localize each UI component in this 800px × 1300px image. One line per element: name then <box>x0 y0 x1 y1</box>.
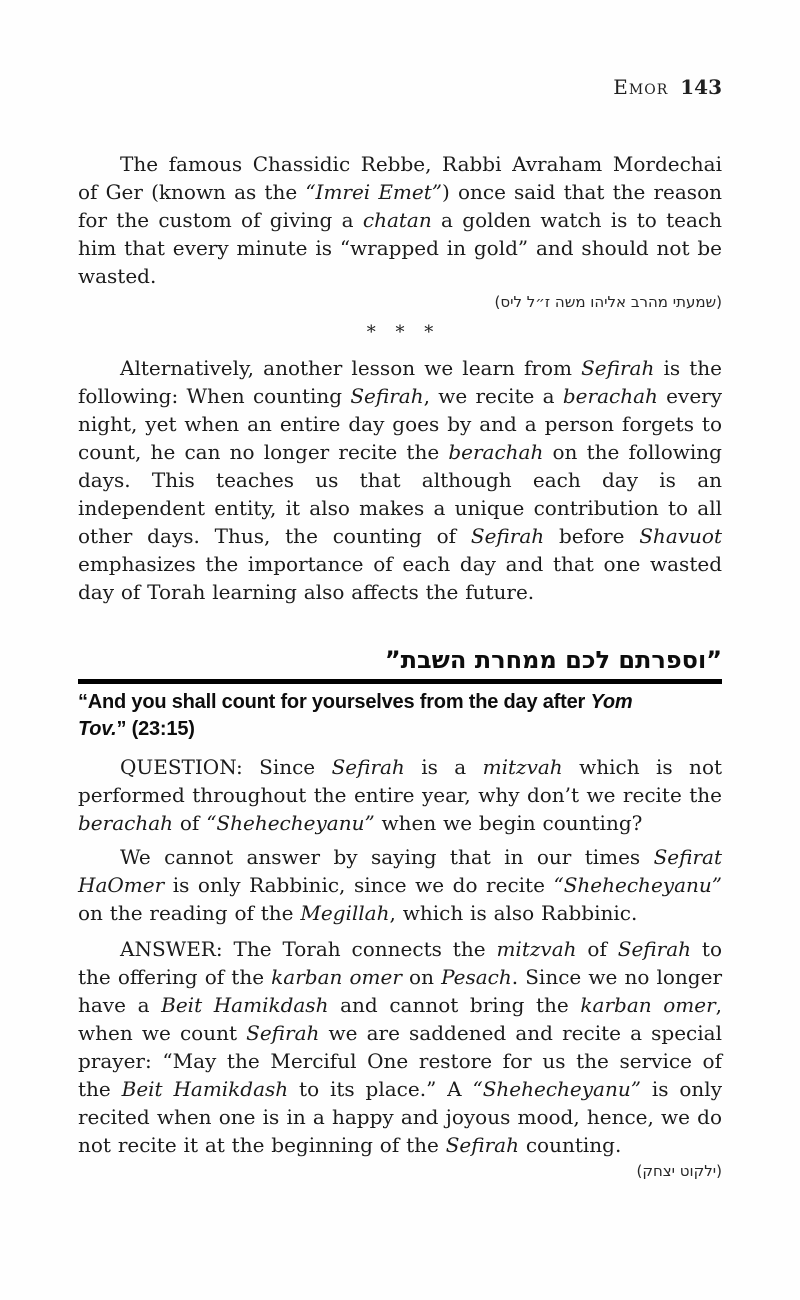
asterisk-separator: * * * <box>366 322 434 343</box>
paragraph-alternative-lesson: Alternatively, another lesson we learn from Sefirah is the following: When counting Sefirah, we recite a berachah every night, yet when an entire day goes by and a person forgets to count, he can no longer recite the berachah on the following days. This teaches us that although each day is an independent entity, it also makes a unique contribution to all other days. Thus, the counting of Sefirah before Shavuot emphasizes the importance of each day and that one wasted day of Torah learning also affects the future. <box>78 356 723 604</box>
heading-divider-rule <box>78 679 722 684</box>
page-header <box>78 76 722 98</box>
paragraph-answer: ANSWER: The Torah connects the mitzvah of Sefirah to the offering of the karban omer on Pesach. Since we no longer have a Beit Hamikdash and cannot bring the karban omer, when we count Sefirah we are saddened and recite a special prayer: “May the Merciful One restore for us the service of the Beit Hamikdash to its place.” A “Shehecheyanu” is only recited when one is in a happy and joyous mood, hence, we do not recite it at the beginning of the Sefirah counting. <box>78 937 723 1157</box>
page-number: 143 <box>680 75 722 99</box>
source-attribution-yalkut-yitzchak: (ילקוט יצחק) <box>636 1162 722 1180</box>
source-attribution-heard-from-rabbi: (שמעתי מהרב אליהו משה ז״ל ליס) <box>494 293 722 311</box>
english-verse-heading: “And you shall count for yourselves from the day after Yom Tov.” (23:15) <box>78 691 633 740</box>
hebrew-verse-heading: ”וספרתם לכם ממחרת השבת” <box>384 646 722 674</box>
paragraph-chassidic-rebbe: The famous Chassidic Rebbe, Rabbi Avraham Mordechai of Ger (known as the “Imrei Emet”) once said that the reason for the custom of giving a chatan a golden watch is to teach him that every minute is “wrapped in gold” and should not be wasted. <box>78 152 722 288</box>
paragraph-question: QUESTION: Since Sefirah is a mitzvah which is not performed throughout the entire year, why don’t we recite the berachah of “Shehecheyanu” when we begin counting? <box>78 755 723 835</box>
section-title: Emor <box>613 75 669 99</box>
paragraph-supporting-argument: We cannot answer by saying that in our times Sefirat HaOmer is only Rabbinic, since we do recite “Shehecheyanu” on the reading of the Megillah, which is also Rabbinic. <box>78 845 722 925</box>
